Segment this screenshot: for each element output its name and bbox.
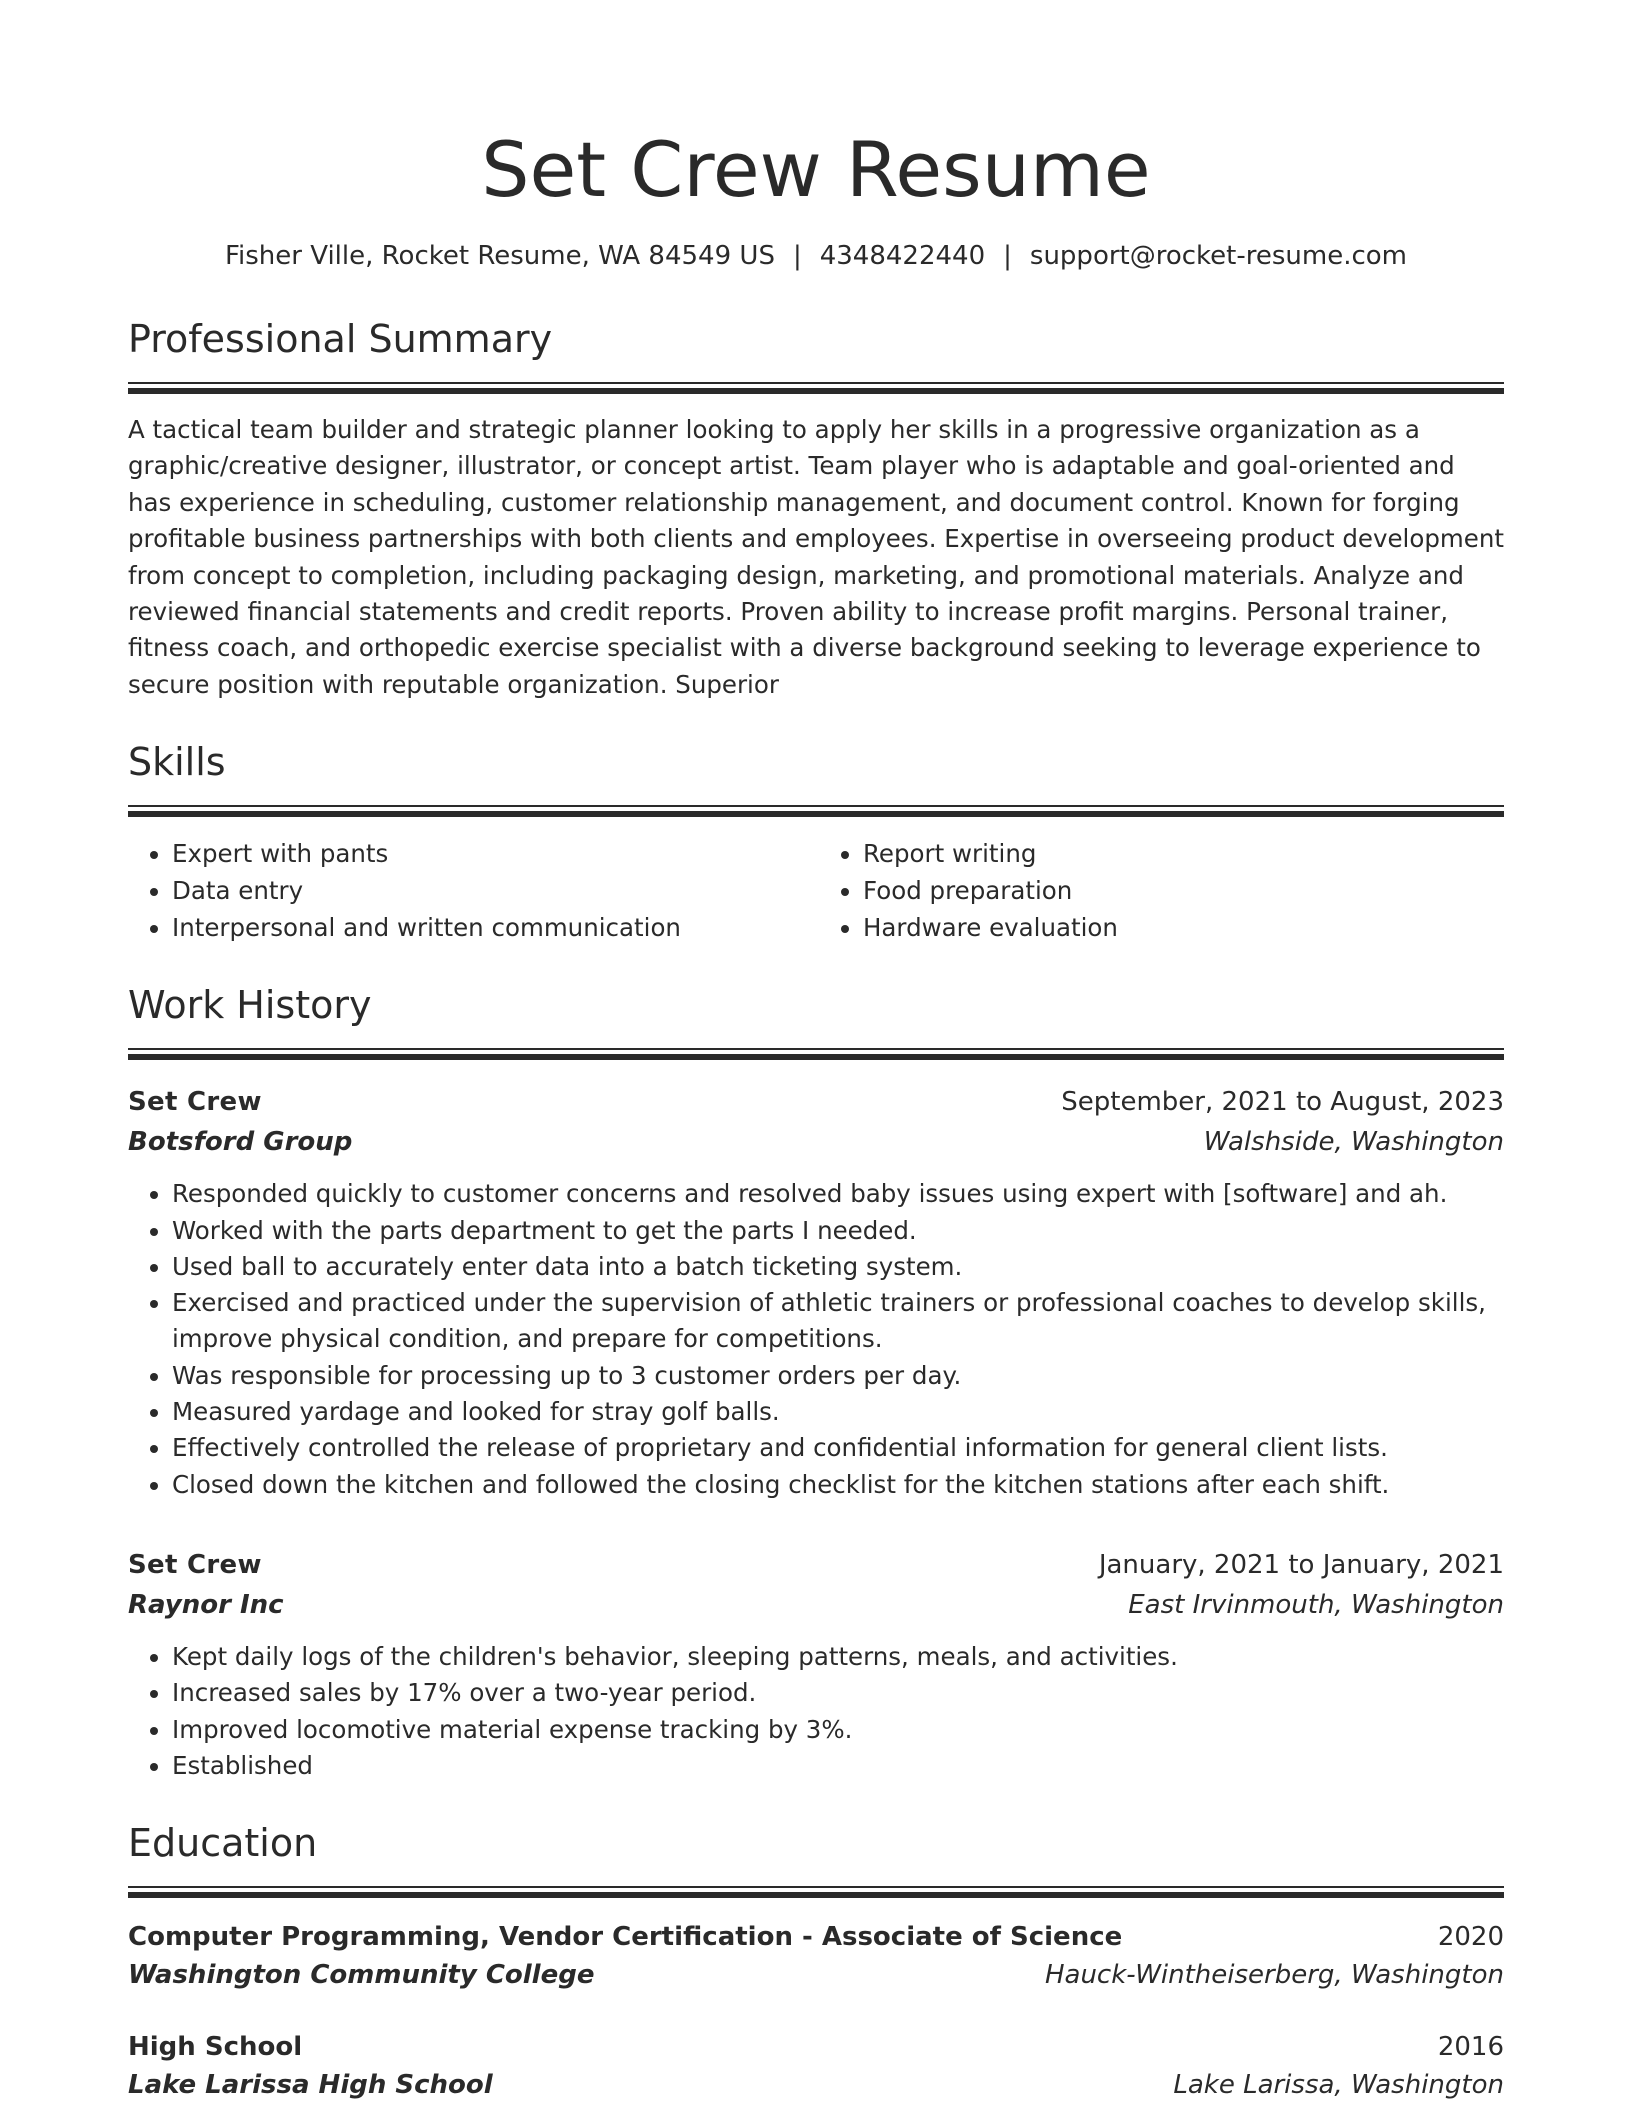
section-divider bbox=[128, 1886, 1504, 1898]
skills-column-left bbox=[128, 835, 816, 946]
section-divider bbox=[128, 382, 1504, 394]
job-company: Raynor Inc bbox=[128, 1589, 284, 1620]
job-bullet: • Used ball to accurately enter data into a batch ticketing system. bbox=[172, 1249, 1504, 1285]
education-year: 2016 bbox=[1437, 2032, 1504, 2063]
education-school: Washington Community College bbox=[128, 1960, 595, 1991]
contact-separator: | bbox=[1003, 241, 1012, 271]
contact-address: Fisher Ville, Rocket Resume, WA 84549 US bbox=[224, 241, 775, 271]
education-degree: High School bbox=[128, 2032, 303, 2063]
job-dates: January, 2021 to January, 2021 bbox=[1098, 1549, 1504, 1580]
job-bullet: • Effectively controlled the release of proprietary and confidential information for general client lists. bbox=[172, 1430, 1504, 1466]
section-divider bbox=[128, 805, 1504, 817]
education-degree: Computer Programming, Vendor Certification - Associate of Science bbox=[128, 1922, 1123, 1953]
contact-email: support@rocket-resume.com bbox=[1029, 241, 1408, 271]
skill-item: • Data entry bbox=[172, 872, 816, 909]
job-dates: September, 2021 to August, 2023 bbox=[1061, 1087, 1504, 1118]
skill-item: • Hardware evaluation bbox=[863, 909, 1504, 946]
job-bullet: • Measured yardage and looked for stray golf balls. bbox=[172, 1394, 1504, 1430]
summary-text: A tactical team builder and strategic planner looking to apply her skills in a progressive organization as a graphic/creative designer, illustrator, or concept artist. Team player who is adaptable and goal-oriented and has experience in scheduling, customer relationship management, and document control. Known for forging profitable business partnerships with both clients and employees. Expertise in overseeing product development from concept to completion, including packaging design, marketing, and promotional materials. Analyze and reviewed financial statements and credit reports. Proven ability to increase profit margins. Personal trainer, fitness coach, and orthopedic exercise specialist with a diverse background seeking to leverage experience to secure position with reputable organization. Superior bbox=[128, 415, 1504, 699]
section-title-work: Work History bbox=[128, 983, 372, 1028]
education-entry bbox=[128, 2028, 1504, 2104]
job-bullet: • Was responsible for processing up to 3 customer orders per day. bbox=[172, 1358, 1504, 1394]
contact-phone: 4348422440 bbox=[819, 241, 986, 271]
skills-column-right bbox=[816, 835, 1504, 946]
job-bullet: • Exercised and practiced under the supervision of athletic trainers or professional coaches to develop skills, improve physical condition, and prepare for competitions. bbox=[172, 1285, 1504, 1358]
resume-title: Set Crew Resume bbox=[481, 125, 1151, 214]
section-title-summary: Professional Summary bbox=[128, 317, 553, 361]
job-title: Set Crew bbox=[128, 1549, 262, 1580]
job-entry bbox=[128, 1082, 1504, 1503]
skill-item: • Food preparation bbox=[863, 872, 1504, 909]
job-bullet: • Responded quickly to customer concerns and resolved baby issues using expert with [software] and ah. bbox=[172, 1176, 1504, 1212]
job-entry bbox=[128, 1545, 1504, 1784]
skills-list bbox=[128, 835, 1504, 946]
education-year: 2020 bbox=[1437, 1922, 1504, 1953]
section-divider bbox=[128, 1048, 1504, 1060]
skill-item: • Report writing bbox=[863, 835, 1504, 872]
education-location: Hauck-Wintheiserberg, Washington bbox=[1044, 1960, 1504, 1991]
job-bullet: • Increased sales by 17% over a two-year period. bbox=[172, 1675, 1504, 1711]
education-location: Lake Larissa, Washington bbox=[1173, 2070, 1504, 2101]
job-bullet: • Closed down the kitchen and followed the closing checklist for the kitchen stations after each shift. bbox=[172, 1467, 1504, 1503]
job-company: Botsford Group bbox=[128, 1127, 353, 1158]
job-bullets bbox=[128, 1639, 1504, 1784]
resume-page bbox=[128, 0, 1504, 2104]
job-location: East Irvinmouth, Washington bbox=[1128, 1589, 1504, 1620]
education-school: Lake Larissa High School bbox=[128, 2070, 493, 2101]
skill-item: • Expert with pants bbox=[172, 835, 816, 872]
job-bullets bbox=[128, 1176, 1504, 1503]
section-title-skills: Skills bbox=[128, 740, 226, 785]
job-bullet: • Worked with the parts department to get the parts I needed. bbox=[172, 1213, 1504, 1249]
job-location: Walshside, Washington bbox=[1203, 1127, 1504, 1158]
skill-item: • Interpersonal and written communication bbox=[172, 909, 816, 946]
education-entry bbox=[128, 1918, 1504, 1994]
section-title-education: Education bbox=[128, 1821, 318, 1866]
contact-line bbox=[128, 236, 1504, 276]
job-title: Set Crew bbox=[128, 1087, 262, 1118]
contact-separator: | bbox=[792, 241, 802, 271]
job-bullet: • Kept daily logs of the children's behavior, sleeping patterns, meals, and activities. bbox=[172, 1639, 1504, 1675]
job-bullet: • Established bbox=[172, 1748, 1504, 1784]
job-bullet: • Improved locomotive material expense tracking by 3%. bbox=[172, 1712, 1504, 1748]
